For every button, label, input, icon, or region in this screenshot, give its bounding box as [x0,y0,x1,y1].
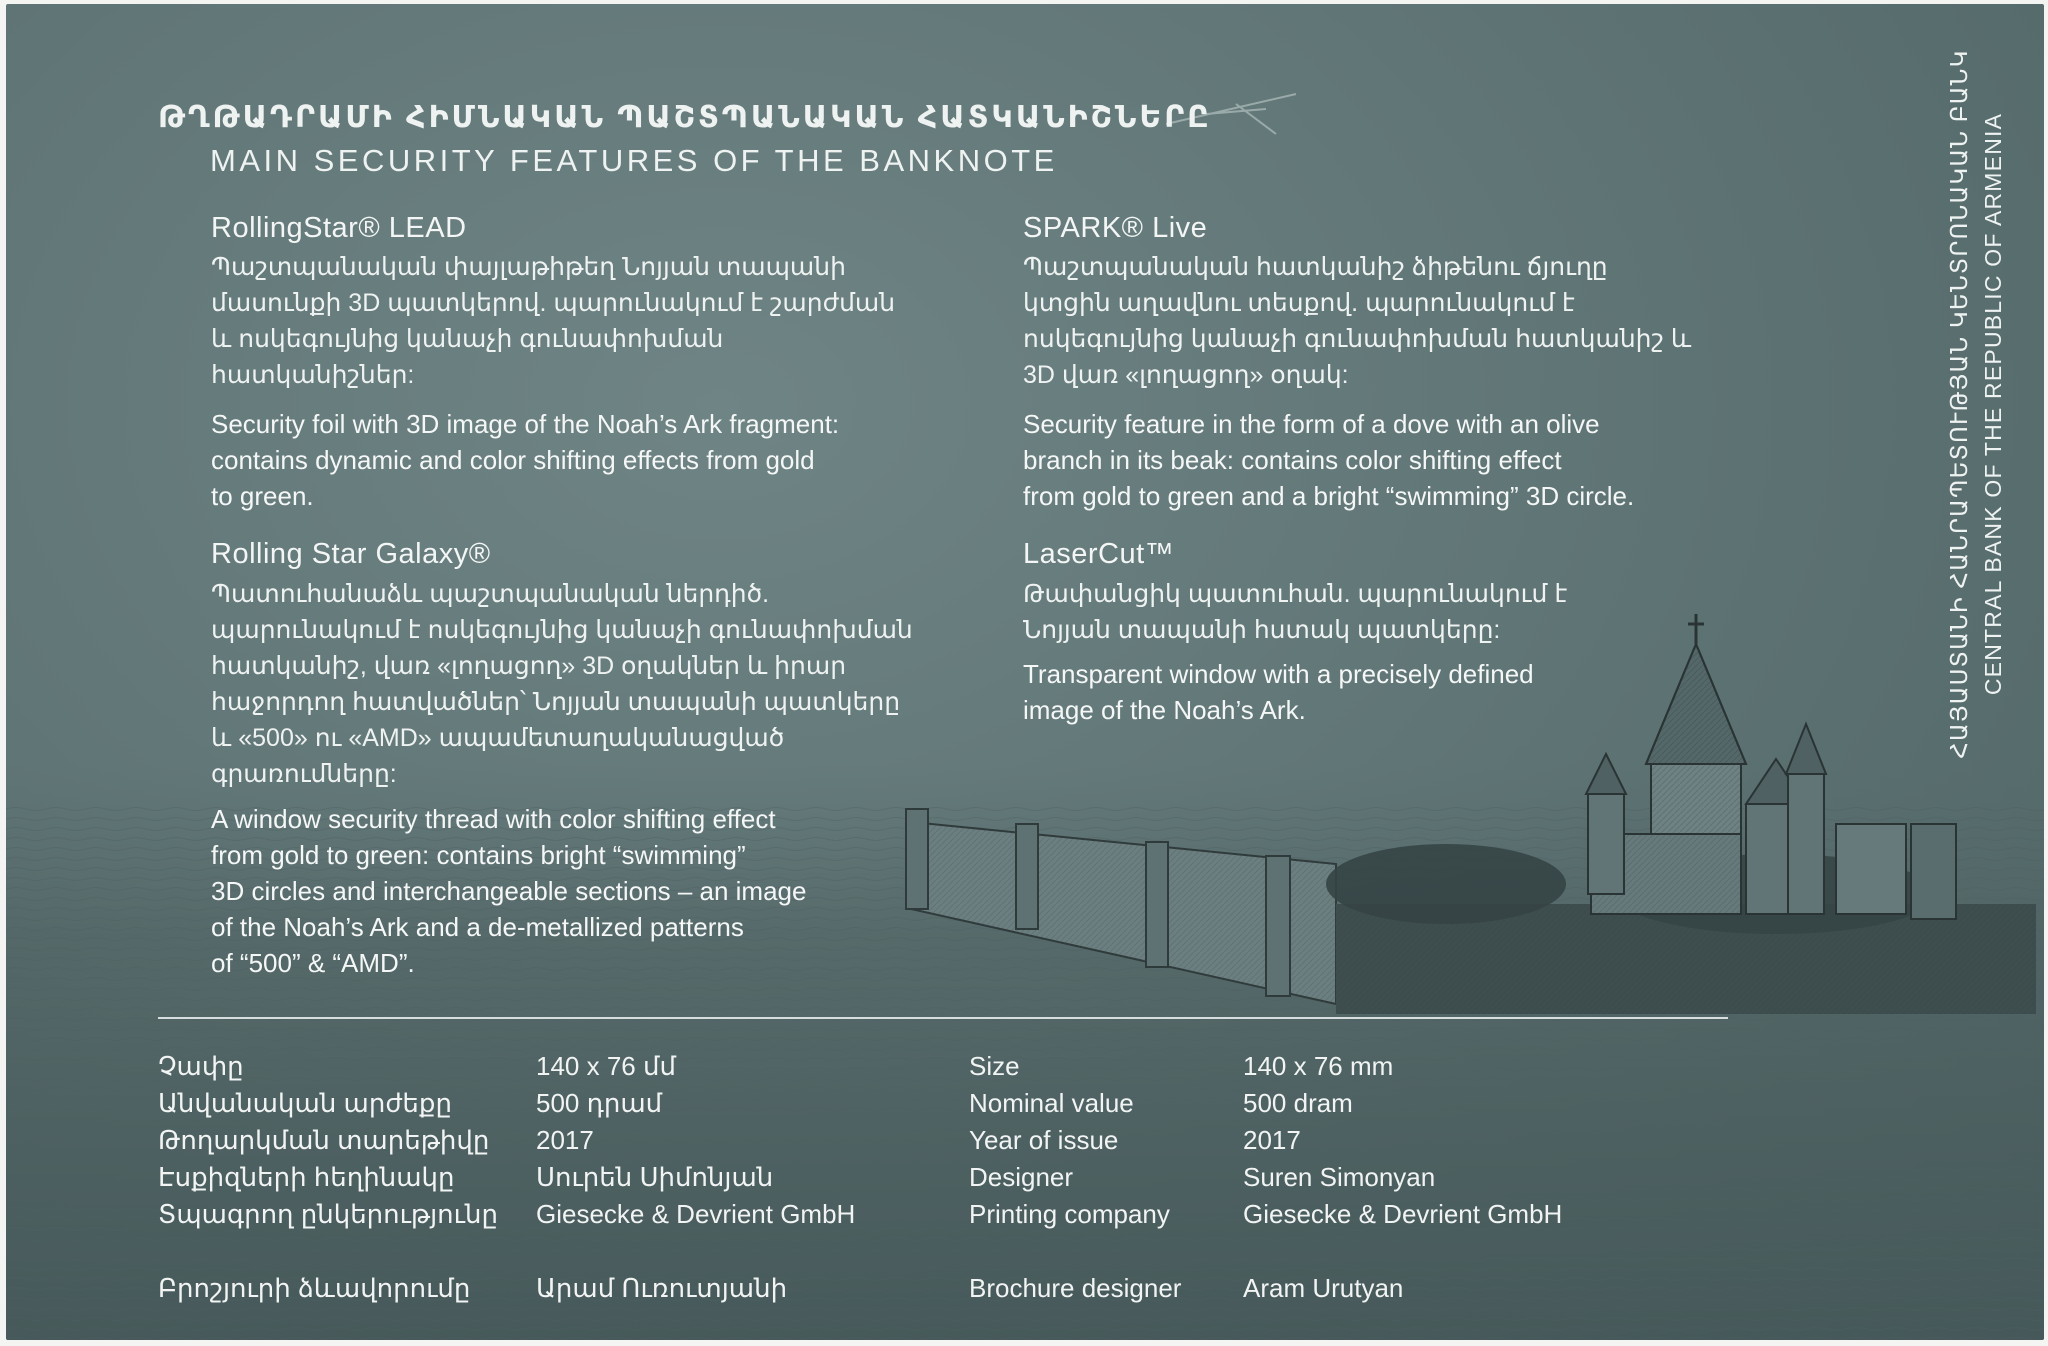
feature-lasercut-english [1023,656,1534,728]
text-line: 3D circles and interchangeable sections – an image [211,876,807,906]
specs-armenian-labels [158,1048,498,1233]
text-line: A window security thread with color shifting effect [211,804,776,834]
text-line: Պաշտպանական փայլաթիթեղ Նոյյան տապանի [211,253,846,281]
text-line: գրառումները: [211,760,397,788]
spec-label: Չափը [158,1051,244,1081]
title-english: MAIN SECURITY FEATURES OF THE BANKNOTE [210,143,1058,178]
feature-lasercut-armenian [1023,576,1567,648]
text-line: from gold to green and a bright “swimming” 3D circle. [1023,481,1635,511]
spec-label: Size [969,1051,1020,1081]
spec-value: 2017 [1243,1125,1301,1155]
text-line: of the Noah’s Ark and a de-metallized patterns [211,912,744,942]
feature-galaxy-title: Rolling Star Galaxy® [211,538,491,570]
brochure-value-english: Aram Urutyan [1243,1273,1404,1303]
feature-spark-live-armenian [1023,249,1691,393]
text-line: Transparent window with a precisely defined [1023,659,1534,689]
specs-armenian-values [536,1048,855,1233]
text-line: ոսկեգույնից կանաչի գունափոխման հատկանիշ և [1023,325,1692,353]
brochure-page [6,4,2044,1340]
text-line: Security foil with 3D image of the Noah’s Ark fragment: [211,409,840,439]
text-line: կտցին աղավնու տեսքով. պարունակում է [1023,289,1575,317]
spec-value: 140 x 76 մմ [536,1051,676,1081]
feature-galaxy-armenian [211,576,913,792]
text-line: հատկանիշներ: [211,361,415,389]
text-line: հատկանիշ, վառ «լողացող» 3D օղակներ և իրար [211,652,847,680]
central-bank-side-label [1942,14,2032,794]
spec-value: Սուրեն Սիմոնյան [536,1162,774,1192]
spec-label: Թողարկման տարեթիվը [158,1125,490,1155]
feature-spark-live-title: SPARK® Live [1023,212,1208,244]
spec-label: Անվանական արժեքը [158,1088,452,1118]
text-line: branch in its beak: contains color shifting effect [1023,445,1562,475]
text-line: մասունքի 3D պատկերով. պարունակում է շարժման [211,289,896,317]
brochure-label-armenian: Բրոշյուրի ձևավորումը [158,1273,471,1303]
spec-value: 2017 [536,1125,594,1155]
spec-label: Designer [969,1162,1074,1192]
text-line: from gold to green: contains bright “swimming” [211,840,746,870]
spec-value: 500 dram [1243,1088,1353,1118]
brochure-label-english: Brochure designer [969,1273,1182,1303]
spec-value: 500 դրամ [536,1088,663,1118]
text-line: Թափանցիկ պատուհան. պարունակում է [1023,580,1568,608]
feature-galaxy-english [211,801,806,981]
text-line: Security feature in the form of a dove with an olive [1023,409,1600,439]
text-line: of “500” & “AMD”. [211,948,415,978]
specs-english-values [1243,1048,1562,1233]
text-line: պարունակում է ոսկեգույնից կանաչի գունափոխման [211,616,913,644]
spec-value: Suren Simonyan [1243,1162,1436,1192]
spec-label: Year of issue [969,1125,1119,1155]
spec-label: Printing company [969,1199,1170,1229]
text-line: 3D վառ «լողացող» օղակ: [1023,361,1349,389]
spec-label: Nominal value [969,1088,1134,1118]
brochure-value-armenian: Արամ Ուռուտյանի [536,1273,788,1303]
spec-value: 140 x 76 mm [1243,1051,1394,1081]
feature-lasercut-title: LaserCut™ [1023,538,1175,570]
text-line: Նոյյան տապանի հստակ պատկերը: [1023,616,1501,644]
spec-value: Giesecke & Devrient GmbH [536,1199,856,1229]
specs-english-labels [969,1048,1170,1233]
spec-value: Giesecke & Devrient GmbH [1243,1199,1563,1229]
spec-label: Տպագրող ընկերությունը [158,1199,498,1229]
feature-rollingstar-lead-armenian [211,249,895,393]
feature-rollingstar-lead-english [211,406,839,514]
text-line: Պատուհանաձև պաշտպանական ներդիծ. [211,580,770,608]
side-label-english: CENTRAL BANK OF THE REPUBLIC OF ARMENIA [1980,112,2006,696]
feature-spark-live-english [1023,406,1634,514]
text-line: հաջորդող հատվածներ՝ Նոյյան տապանի պատկերը [211,688,901,716]
feature-rollingstar-lead-title: RollingStar® LEAD [211,212,467,244]
text-line: Պաշտպանական հատկանիշ ձիթենու ճյուղը [1023,253,1608,281]
text-line: contains dynamic and color shifting effects from gold [211,445,815,475]
text-line: և ոսկեգույնից կանաչի գունափոխման [211,325,724,353]
side-label-armenian: ՀԱՅԱՍՏԱՆԻ ՀԱՆՐԱՊԵՏՈՒԹՅԱՆ ԿԵՆՏՐՈՆԱԿԱՆ ԲԱՆԿ [1946,49,1972,759]
spec-label: Էսքիզների հեղինակը [158,1162,455,1192]
title-armenian: ԹՂԹԱԴՐԱՄԻ ՀԻՄՆԱԿԱՆ ՊԱՇՏՊԱՆԱԿԱՆ ՀԱՏԿԱՆԻՇՆԵՐԸ [158,101,1212,134]
text-line: to green. [211,481,314,511]
text-line: և «500» ու «AMD» ապամետաղականացված [211,724,785,752]
text-line: image of the Noah’s Ark. [1023,695,1306,725]
section-divider [158,1017,1728,1019]
